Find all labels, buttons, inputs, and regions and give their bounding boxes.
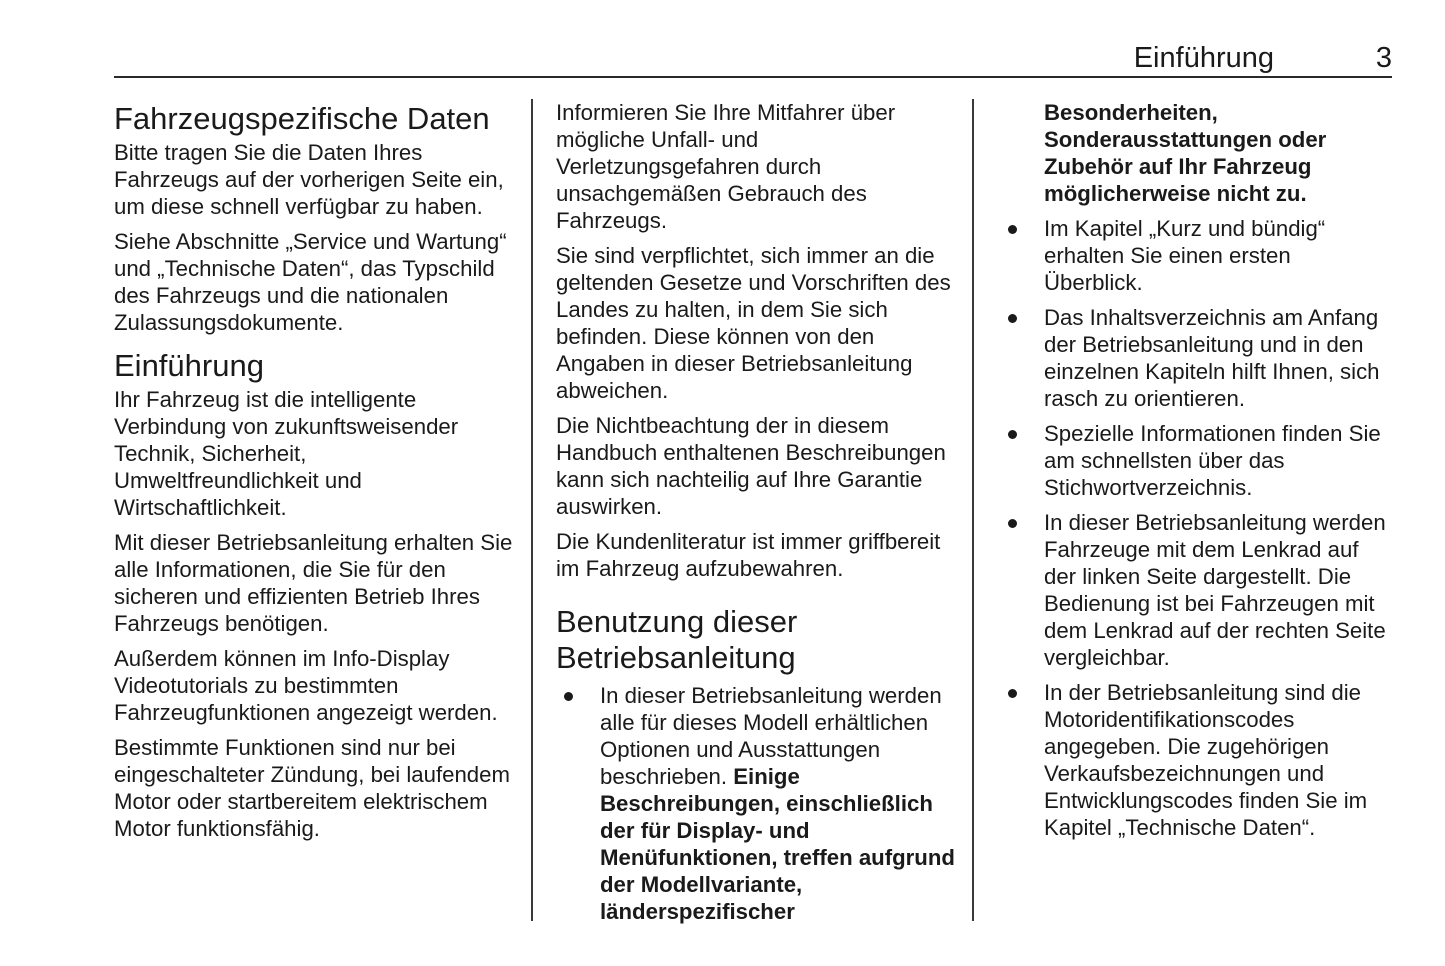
paragraph: Sie sind verpflichtet, sich immer an die geltenden Gesetze und Vorschriften des Landes zu halten, in dem Sie sich befinden. Diese können von den Angaben in dieser Betriebsanleitung abweichen. [556, 243, 951, 403]
section-heading: Benutzung dieser Betriebsanleitung [556, 604, 798, 675]
bullet-icon [1008, 430, 1017, 439]
list-item-text: Im Kapitel „Kurz und bündig“ erhalten Sie einen ersten Überblick. [1044, 216, 1326, 295]
list-item-note: Einige Beschreibungen, einschließlich der für Display- und Menüfunktionen, treffen aufgrund der Modellvariante, länderspezifischer [600, 764, 955, 924]
bullet-icon [1008, 225, 1017, 234]
page-number: 3 [1375, 42, 1392, 74]
list-item [1000, 509, 1394, 671]
paragraph: Siehe Abschnitte „Service und Wartung“ und „Technische Daten“, das Typschild des Fahrzeugs und die nationalen Zulassungsdokumente. [114, 229, 507, 335]
page-header [114, 40, 1392, 78]
bullet-icon [1008, 314, 1017, 323]
column-3 [1000, 99, 1394, 849]
paragraph: Mit dieser Betriebsanleitung erhalten Sie alle Informationen, die Sie für den sicheren und effizienten Betrieb Ihres Fahrzeugs benötigen. [114, 530, 513, 636]
bullet-list [556, 682, 956, 925]
bullet-icon [1008, 689, 1017, 698]
bullet-icon [1008, 519, 1017, 528]
list-item-note-continued: Besonderheiten, Sonderausstattungen oder Zubehör auf Ihr Fahrzeug möglicherweise nicht zu. [1044, 100, 1327, 206]
list-item [1000, 215, 1394, 296]
list-item [556, 682, 956, 925]
list-item-text: In der Betriebsanleitung sind die Motoridentifikationscodes angegeben. Die zugehörigen Verkaufsbezeichnungen und Entwicklungscodes finden Sie im Kapitel „Technische Daten“. [1044, 680, 1368, 840]
section-heading: Fahrzeugspezifische Daten [114, 101, 490, 136]
paragraph: Die Kundenliteratur ist immer griffbereit im Fahrzeug aufzubewahren. [556, 529, 941, 581]
section-vehicle-data [114, 101, 514, 336]
list-item [1000, 304, 1394, 412]
column-divider [972, 99, 974, 921]
paragraph: Die Nichtbeachtung der in diesem Handbuch enthaltenen Beschreibungen kann sich nachteilig auf Ihre Garantie auswirken. [556, 413, 946, 519]
list-item [1000, 679, 1394, 841]
paragraph: Außerdem können im Info-Display Videotutorials zu bestimmten Fahrzeugfunktionen angezeigt werden. [114, 646, 498, 725]
column-divider [531, 99, 533, 921]
list-item [1000, 420, 1394, 501]
paragraph: Informieren Sie Ihre Mitfahrer über mögliche Unfall- und Verletzungsgefahren durch unsachgemäßen Gebrauch des Fahrzeugs. [556, 100, 896, 233]
bullet-icon [564, 692, 573, 701]
list-item-text: In dieser Betriebsanleitung werden alle für dieses Modell erhältlichen Optionen und Ausstattungen beschrieben. [600, 683, 942, 789]
bullet-list [1000, 215, 1394, 841]
list-item-text: Spezielle Informationen finden Sie am schnellsten über das Stichwortverzeichnis. [1044, 421, 1381, 500]
column-1 [114, 99, 514, 854]
paragraph: Bestimmte Funktionen sind nur bei eingeschalteter Zündung, bei laufendem Motor oder startbereitem elektrischem Motor funktionsfähig. [114, 735, 510, 841]
section-heading: Einführung [114, 348, 264, 383]
list-item-text: Das Inhaltsverzeichnis am Anfang der Betriebsanleitung und in den einzelnen Kapiteln hilft Ihnen, sich rasch zu orientieren. [1044, 305, 1380, 411]
running-section-title: Einführung [1133, 42, 1274, 74]
section-introduction [114, 348, 514, 842]
paragraph: Ihr Fahrzeug ist die intelligente Verbindung von zukunftsweisender Technik, Sicherheit, Umweltfreundlichkeit und Wirtschaftlichkeit. [114, 387, 459, 520]
paragraph: Bitte tragen Sie die Daten Ihres Fahrzeugs auf der vorherigen Seite ein, um diese schnell verfügbar zu haben. [114, 140, 504, 219]
list-item-text: In dieser Betriebsanleitung werden Fahrzeuge mit dem Lenkrad auf der linken Seite dargestellt. Die Bedienung ist bei Fahrzeugen mit dem Lenkrad auf der rechten Seite vergleichbar. [1044, 510, 1386, 670]
column-2 [556, 99, 956, 933]
